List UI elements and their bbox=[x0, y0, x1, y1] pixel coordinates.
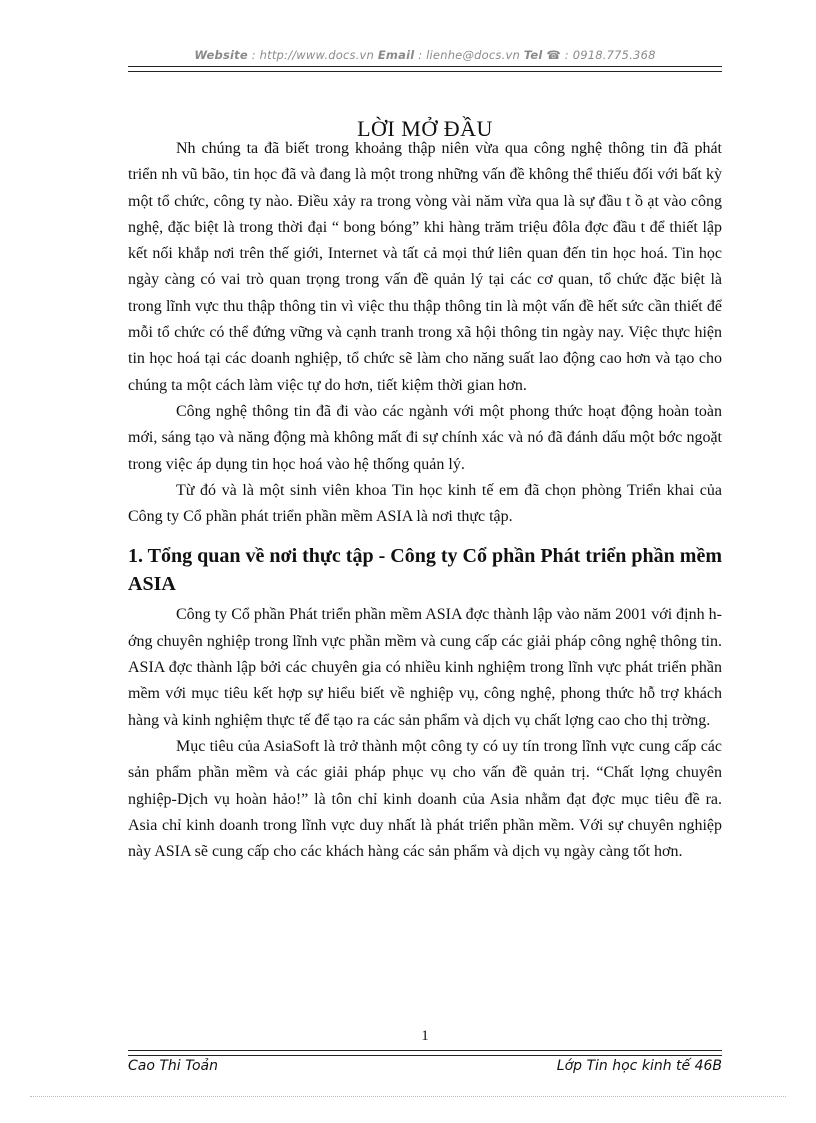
intro-paragraph: Công nghệ thông tin đã đi vào các ngành với một phong thức hoạt động hoàn toàn mới, sáng tạo và năng động mà không mất đi sự chính xác và nó đã đánh dấu một bớc ngoặt trong việc áp dụng tin học hoá vào hệ thống quản lý. bbox=[128, 402, 722, 473]
email-label: Email bbox=[377, 48, 415, 62]
document-body bbox=[128, 136, 722, 865]
section-paragraph: Công ty Cổ phần Phát triển phần mềm ASIA đợc thành lập vào năm 2001 với định hớng chuyên nghiệp trong lĩnh vực phần mềm và cung cấp các giải pháp công nghệ thông tin. ASIA đợc thành lập bởi các chuyên gia có nhiều kinh nghiệm trong lĩnh vực phát triển phần mềm với mục tiêu kết hợp sự hiểu biết về nghiệp vụ, công nghệ, phong thức hỗ trợ khách hàng và kinh nghiệm thực tế để tạo ra các sản phẩm và dịch vụ chất lợng cao cho thị trờng. bbox=[128, 606, 722, 729]
intro-paragraph: Từ đó và là một sinh viên khoa Tin học kinh tế em đã chọn phòng Triển khai của Công ty Cổ phần phát triển phần mềm ASIA là nơi thực tập. bbox=[128, 481, 722, 526]
footer-author: Cao Thi Toản bbox=[128, 1058, 218, 1074]
page-header bbox=[128, 48, 722, 62]
section-heading: 1. Tổng quan về nơi thực tập - Công ty Cổ phần Phát triển phần mềm ASIA bbox=[128, 545, 722, 596]
page-number: 1 bbox=[421, 1028, 429, 1044]
page-title: LỜI MỞ ĐẦU bbox=[357, 116, 493, 141]
website-value: : http://www.docs.vn bbox=[247, 48, 378, 62]
intro-paragraph: Nh chúng ta đã biết trong khoảng thập niên vừa qua công nghệ thông tin đã phát triển nh vũ bão, tin học đã và đang là một trong những vấn đề không thể thiếu đối với bất kỳ một tổ chức, công ty nào. Điều xảy ra trong vòng vài năm vừa qua là sự đầu t ồ ạt vào công nghệ, đặc biệt là trong thời đại “ bong bóng” khi hàng trăm triệu đôla đợc đầu t để thiết lập kết nối khắp nơi trên thế giới, Internet và tất cả mọi thứ liên quan đến tin học hoá. Tin học ngày càng có vai trò quan trọng trong vấn đề quản lý tại các cơ quan, tổ chức đặc biệt là trong lĩnh vực thu thập thông tin vì việc thu thập thông tin là một vấn đề hết sức cần thiết để mỗi tổ chức có thể đứng vững và cạnh tranh trong xã hội thông tin ngày nay. Việc thực hiện tin học hoá tại các doanh nghiệp, tổ chức sẽ làm cho năng suất lao động cao hơn và tạo cho chúng ta một cách làm việc tự do hơn, tiết kiệm thời gian hơn. bbox=[128, 140, 722, 394]
footer-divider bbox=[128, 1050, 722, 1056]
header-divider bbox=[128, 66, 722, 72]
website-label: Website bbox=[194, 48, 248, 62]
tel-label: Tel bbox=[523, 48, 543, 62]
page-bottom-border bbox=[30, 1096, 786, 1097]
telephone-icon: ☎ bbox=[546, 48, 561, 62]
section-paragraph: Mục tiêu của AsiaSoft là trở thành một công ty có uy tín trong lĩnh vực cung cấp các sản phẩm phần mềm và các giải pháp phục vụ cho vấn đề quản trị. “Chất lợng chuyên nghiệp-Dịch vụ hoàn hảo!” là tôn chỉ kinh doanh của Asia nhằm đạt đợc mục tiêu đề ra. Asia chỉ kinh doanh trong lĩnh vực duy nhất là phát triển phần mềm. Với sự chuyên nghiệp này ASIA sẽ cung cấp cho các khách hàng các sản phẩm và dịch vụ ngày càng tốt hơn. bbox=[128, 737, 722, 861]
footer-class: Lớp Tin học kinh tế 46B bbox=[556, 1058, 722, 1074]
tel-value: : 0918.775.368 bbox=[560, 48, 656, 62]
email-value: : lienhe@docs.vn bbox=[414, 48, 524, 62]
